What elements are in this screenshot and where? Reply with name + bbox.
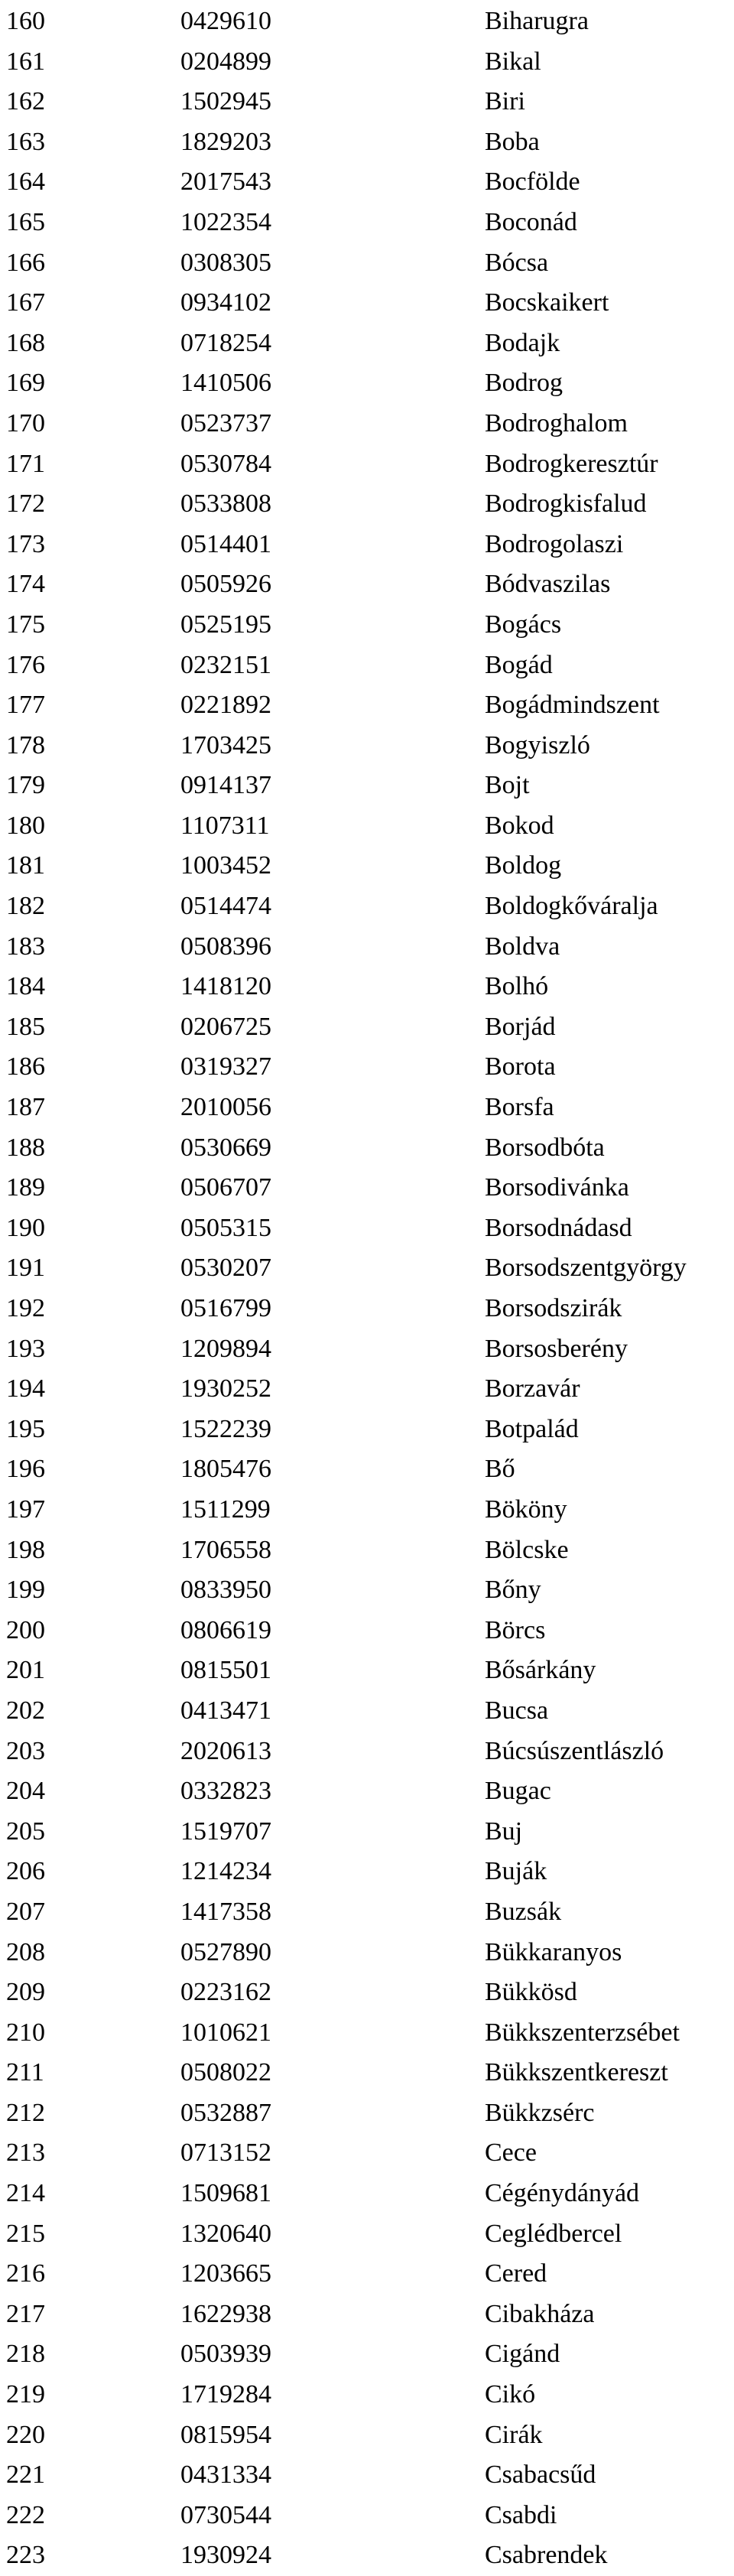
settlement-name: Cirák — [485, 2420, 543, 2449]
row-number: 220 — [6, 2420, 45, 2449]
row-number: 171 — [6, 449, 45, 478]
row-number: 216 — [6, 2259, 45, 2288]
settlement-code: 0530207 — [180, 1254, 271, 1283]
settlement-name: Borsodszirák — [485, 1294, 622, 1322]
settlement-name: Bolhó — [485, 972, 549, 1001]
settlement-code: 0506707 — [180, 1173, 271, 1202]
row-number: 195 — [6, 1414, 45, 1443]
settlement-code: 2020613 — [180, 1736, 271, 1765]
settlement-code: 1502945 — [180, 87, 271, 116]
settlement-code: 0806619 — [180, 1615, 271, 1644]
settlement-name: Borsfa — [485, 1093, 554, 1122]
row-number: 190 — [6, 1213, 45, 1242]
settlement-name: Bojt — [485, 771, 530, 800]
settlement-code: 0221892 — [180, 691, 271, 720]
settlement-code: 1522239 — [180, 1414, 271, 1443]
settlement-name: Cered — [485, 2259, 547, 2288]
settlement-code: 0815954 — [180, 2420, 271, 2449]
row-number: 203 — [6, 1736, 45, 1765]
table-row — [0, 2535, 734, 2576]
settlement-name: Bőny — [485, 1576, 541, 1605]
settlement-code: 1410506 — [180, 369, 271, 398]
row-number: 163 — [6, 127, 45, 156]
table-row — [0, 927, 734, 968]
table-row — [0, 1410, 734, 1450]
table-row — [0, 444, 734, 485]
settlement-code: 0332823 — [180, 1777, 271, 1806]
table-row — [0, 1007, 734, 1048]
settlement-name: Bodrogkisfalud — [485, 490, 647, 519]
table-row — [0, 1289, 734, 1329]
settlement-code: 0934102 — [180, 288, 271, 317]
settlement-name: Bogádmindszent — [485, 691, 660, 720]
row-number: 198 — [6, 1535, 45, 1564]
settlement-name: Bükkszenterzsébet — [485, 2018, 680, 2047]
row-number: 162 — [6, 87, 45, 116]
settlement-name: Biharugra — [485, 7, 589, 35]
table-row — [0, 2334, 734, 2375]
row-number: 167 — [6, 288, 45, 317]
row-number: 174 — [6, 570, 45, 599]
row-number: 192 — [6, 1294, 45, 1322]
settlement-code: 1107311 — [180, 811, 270, 840]
table-row — [0, 2214, 734, 2255]
row-number: 217 — [6, 2299, 45, 2328]
table-row — [0, 324, 734, 364]
table-row — [0, 1208, 734, 1249]
settlement-name: Bogács — [485, 610, 562, 639]
table-row — [0, 1732, 734, 1772]
settlement-code: 0525195 — [180, 610, 271, 639]
table-row — [0, 846, 734, 886]
settlement-name: Bodrogkeresztúr — [485, 449, 658, 478]
row-number: 221 — [6, 2461, 45, 2490]
table-row — [0, 967, 734, 1007]
table-row — [0, 1047, 734, 1088]
row-number: 183 — [6, 932, 45, 961]
settlement-name: Boba — [485, 127, 540, 156]
row-number: 209 — [6, 1978, 45, 2007]
settlement-name: Bükkszentkereszt — [485, 2058, 668, 2087]
table-row — [0, 806, 734, 847]
settlement-code: 0206725 — [180, 1012, 271, 1041]
settlement-code: 0505926 — [180, 570, 271, 599]
settlement-name: Borjád — [485, 1012, 556, 1041]
settlement-code: 0516799 — [180, 1294, 271, 1322]
row-number: 164 — [6, 168, 45, 197]
settlement-name: Cece — [485, 2139, 537, 2168]
settlement-name: Boldva — [485, 932, 560, 961]
row-number: 197 — [6, 1495, 45, 1524]
row-number: 193 — [6, 1334, 45, 1363]
row-number: 161 — [6, 47, 45, 76]
table-row — [0, 1369, 734, 1410]
settlement-name: Csabacsűd — [485, 2461, 596, 2490]
settlement-code: 1805476 — [180, 1455, 271, 1484]
settlement-name: Bócsa — [485, 248, 549, 277]
table-row — [0, 2013, 734, 2054]
row-number: 211 — [6, 2058, 44, 2087]
table-row — [0, 1812, 734, 1852]
settlement-code: 1511299 — [180, 1495, 271, 1524]
settlement-code: 0815501 — [180, 1656, 271, 1685]
settlement-code: 1010621 — [180, 2018, 271, 2047]
table-row — [0, 484, 734, 525]
settlement-name: Cigánd — [485, 2340, 560, 2369]
row-number: 204 — [6, 1777, 45, 1806]
settlement-code: 2017543 — [180, 168, 271, 197]
row-number: 199 — [6, 1576, 45, 1605]
table-row — [0, 2295, 734, 2335]
row-number: 172 — [6, 490, 45, 519]
table-row — [0, 2254, 734, 2295]
settlement-code: 0730544 — [180, 2500, 271, 2529]
row-number: 176 — [6, 650, 45, 679]
settlement-name: Bogyiszló — [485, 730, 590, 759]
row-number: 188 — [6, 1133, 45, 1162]
table-row — [0, 1530, 734, 1571]
row-number: 196 — [6, 1455, 45, 1484]
table-row — [0, 685, 734, 726]
settlement-code: 0413471 — [180, 1696, 271, 1725]
table-row — [0, 766, 734, 806]
settlement-name: Cikó — [485, 2380, 536, 2409]
table-row — [0, 1248, 734, 1289]
row-number: 219 — [6, 2380, 45, 2409]
settlement-name: Bükkaranyos — [485, 1937, 622, 1966]
settlement-code: 1418120 — [180, 972, 271, 1001]
settlement-code: 0514401 — [180, 529, 271, 558]
row-number: 181 — [6, 851, 45, 880]
settlement-name: Botpalád — [485, 1414, 579, 1443]
table-row — [0, 1691, 734, 1732]
table-row — [0, 2, 734, 42]
settlement-name: Bikal — [485, 47, 541, 76]
table-row — [0, 646, 734, 686]
row-number: 160 — [6, 7, 45, 35]
settlement-code: 1622938 — [180, 2299, 271, 2328]
table-row — [0, 525, 734, 565]
table-row — [0, 42, 734, 83]
settlement-name: Bősárkány — [485, 1656, 596, 1685]
settlement-code: 0503939 — [180, 2340, 271, 2369]
row-number: 189 — [6, 1173, 45, 1202]
settlement-code: 1706558 — [180, 1535, 271, 1564]
settlement-name: Bodajk — [485, 328, 560, 357]
row-number: 168 — [6, 328, 45, 357]
table-row — [0, 2174, 734, 2214]
settlement-name: Bodrog — [485, 369, 563, 398]
table-row — [0, 1611, 734, 1651]
table-row — [0, 2093, 734, 2134]
settlement-name: Bő — [485, 1455, 515, 1484]
settlement-name: Bogád — [485, 650, 553, 679]
settlement-name: Borzavár — [485, 1374, 580, 1403]
settlement-name: Buj — [485, 1817, 523, 1846]
row-number: 184 — [6, 972, 45, 1001]
row-number: 182 — [6, 892, 45, 921]
settlement-name: Borsodnádasd — [485, 1213, 632, 1242]
settlement-name: Bodrogolaszi — [485, 529, 624, 558]
settlement-code: 0527890 — [180, 1937, 271, 1966]
settlement-name: Bódvaszilas — [485, 570, 611, 599]
table-row — [0, 1329, 734, 1370]
settlement-code: 1214234 — [180, 1857, 271, 1886]
settlement-code: 0533808 — [180, 490, 271, 519]
settlement-name: Búcsúszentlászló — [485, 1736, 664, 1765]
table-row — [0, 243, 734, 284]
table-row — [0, 2496, 734, 2536]
settlement-code: 1509681 — [180, 2179, 271, 2208]
settlement-name: Cégénydányád — [485, 2179, 640, 2208]
settlement-code: 2010056 — [180, 1093, 271, 1122]
settlement-name: Borsodbóta — [485, 1133, 605, 1162]
settlement-name: Borsodivánka — [485, 1173, 629, 1202]
settlement-name: Boldog — [485, 851, 562, 880]
row-number: 180 — [6, 811, 45, 840]
settlement-code: 1003452 — [180, 851, 271, 880]
table-row — [0, 162, 734, 203]
settlement-code: 1320640 — [180, 2219, 271, 2248]
settlement-table — [0, 2, 734, 2576]
row-number: 177 — [6, 691, 45, 720]
row-number: 173 — [6, 529, 45, 558]
settlement-code: 1703425 — [180, 730, 271, 759]
settlement-code: 0508022 — [180, 2058, 271, 2087]
row-number: 206 — [6, 1857, 45, 1886]
settlement-code: 0530669 — [180, 1133, 271, 1162]
row-number: 194 — [6, 1374, 45, 1403]
settlement-code: 0223162 — [180, 1978, 271, 2007]
settlement-code: 1022354 — [180, 207, 271, 236]
settlement-name: Bököny — [485, 1495, 567, 1524]
settlement-code: 0713152 — [180, 2139, 271, 2168]
table-row — [0, 1168, 734, 1208]
row-number: 169 — [6, 369, 45, 398]
settlement-name: Boldogkőváralja — [485, 892, 658, 921]
table-row — [0, 1128, 734, 1169]
settlement-name: Buzsák — [485, 1897, 562, 1926]
settlement-code: 1719284 — [180, 2380, 271, 2409]
table-row — [0, 1088, 734, 1128]
settlement-name: Bodroghalom — [485, 408, 628, 437]
row-number: 179 — [6, 771, 45, 800]
settlement-code: 0232151 — [180, 650, 271, 679]
table-row — [0, 2053, 734, 2093]
table-row — [0, 1651, 734, 1691]
row-number: 178 — [6, 730, 45, 759]
settlement-name: Bölcske — [485, 1535, 569, 1564]
row-number: 214 — [6, 2179, 45, 2208]
settlement-code: 1829203 — [180, 127, 271, 156]
settlement-code: 0833950 — [180, 1576, 271, 1605]
settlement-code: 1209894 — [180, 1334, 271, 1363]
settlement-name: Borsosberény — [485, 1334, 628, 1363]
settlement-code: 0204899 — [180, 47, 271, 76]
table-row — [0, 1570, 734, 1611]
table-row — [0, 1490, 734, 1530]
table-row — [0, 1933, 734, 1973]
row-number: 186 — [6, 1052, 45, 1081]
row-number: 212 — [6, 2098, 45, 2127]
row-number: 185 — [6, 1012, 45, 1041]
settlement-code: 0532887 — [180, 2098, 271, 2127]
table-row — [0, 122, 734, 163]
settlement-code: 0429610 — [180, 7, 271, 35]
row-number: 205 — [6, 1817, 45, 1846]
settlement-code: 0523737 — [180, 408, 271, 437]
table-row — [0, 564, 734, 605]
row-number: 223 — [6, 2541, 45, 2570]
table-row — [0, 2133, 734, 2174]
settlement-name: Bükkzsérc — [485, 2098, 595, 2127]
settlement-name: Bugac — [485, 1777, 551, 1806]
settlement-code: 0530784 — [180, 449, 271, 478]
settlement-name: Borota — [485, 1052, 556, 1081]
table-row — [0, 1852, 734, 1892]
row-number: 166 — [6, 248, 45, 277]
row-number: 207 — [6, 1897, 45, 1926]
settlement-name: Borsodszentgyörgy — [485, 1254, 687, 1283]
row-number: 222 — [6, 2500, 45, 2529]
settlement-code: 1203665 — [180, 2259, 271, 2288]
table-row — [0, 2375, 734, 2415]
settlement-name: Bucsa — [485, 1696, 549, 1725]
table-row — [0, 2415, 734, 2456]
settlement-code: 1417358 — [180, 1897, 271, 1926]
table-row — [0, 363, 734, 404]
table-row — [0, 1771, 734, 1812]
settlement-code: 0718254 — [180, 328, 271, 357]
table-row — [0, 404, 734, 444]
table-row — [0, 1449, 734, 1490]
settlement-code: 0508396 — [180, 932, 271, 961]
row-number: 175 — [6, 610, 45, 639]
row-number: 215 — [6, 2219, 45, 2248]
table-row — [0, 2455, 734, 2496]
settlement-name: Bocfölde — [485, 168, 580, 197]
settlement-code: 0514474 — [180, 892, 271, 921]
settlement-code: 1930252 — [180, 1374, 271, 1403]
row-number: 170 — [6, 408, 45, 437]
row-number: 201 — [6, 1656, 45, 1685]
table-row — [0, 605, 734, 646]
row-number: 191 — [6, 1254, 45, 1283]
settlement-name: Biri — [485, 87, 525, 116]
settlement-name: Börcs — [485, 1615, 546, 1644]
settlement-name: Csabrendek — [485, 2541, 608, 2570]
row-number: 202 — [6, 1696, 45, 1725]
settlement-name: Ceglédbercel — [485, 2219, 622, 2248]
settlement-name: Bokod — [485, 811, 554, 840]
table-row — [0, 726, 734, 766]
table-row — [0, 886, 734, 927]
settlement-code: 1930924 — [180, 2541, 271, 2570]
settlement-code: 0319327 — [180, 1052, 271, 1081]
row-number: 218 — [6, 2340, 45, 2369]
table-row — [0, 203, 734, 243]
row-number: 210 — [6, 2018, 45, 2047]
settlement-code: 0914137 — [180, 771, 271, 800]
table-row — [0, 1892, 734, 1933]
settlement-name: Bükkösd — [485, 1978, 577, 2007]
settlement-name: Bocskaikert — [485, 288, 609, 317]
row-number: 165 — [6, 207, 45, 236]
row-number: 213 — [6, 2139, 45, 2168]
table-row — [0, 1973, 734, 2013]
row-number: 200 — [6, 1615, 45, 1644]
settlement-name: Buják — [485, 1857, 547, 1886]
table-row — [0, 283, 734, 324]
settlement-code: 0308305 — [180, 248, 271, 277]
settlement-code: 0431334 — [180, 2461, 271, 2490]
settlement-name: Cibakháza — [485, 2299, 595, 2328]
settlement-code: 0505315 — [180, 1213, 271, 1242]
settlement-code: 1519707 — [180, 1817, 271, 1846]
settlement-name: Boconád — [485, 207, 577, 236]
table-row — [0, 82, 734, 122]
row-number: 208 — [6, 1937, 45, 1966]
settlement-name: Csabdi — [485, 2500, 557, 2529]
row-number: 187 — [6, 1093, 45, 1122]
